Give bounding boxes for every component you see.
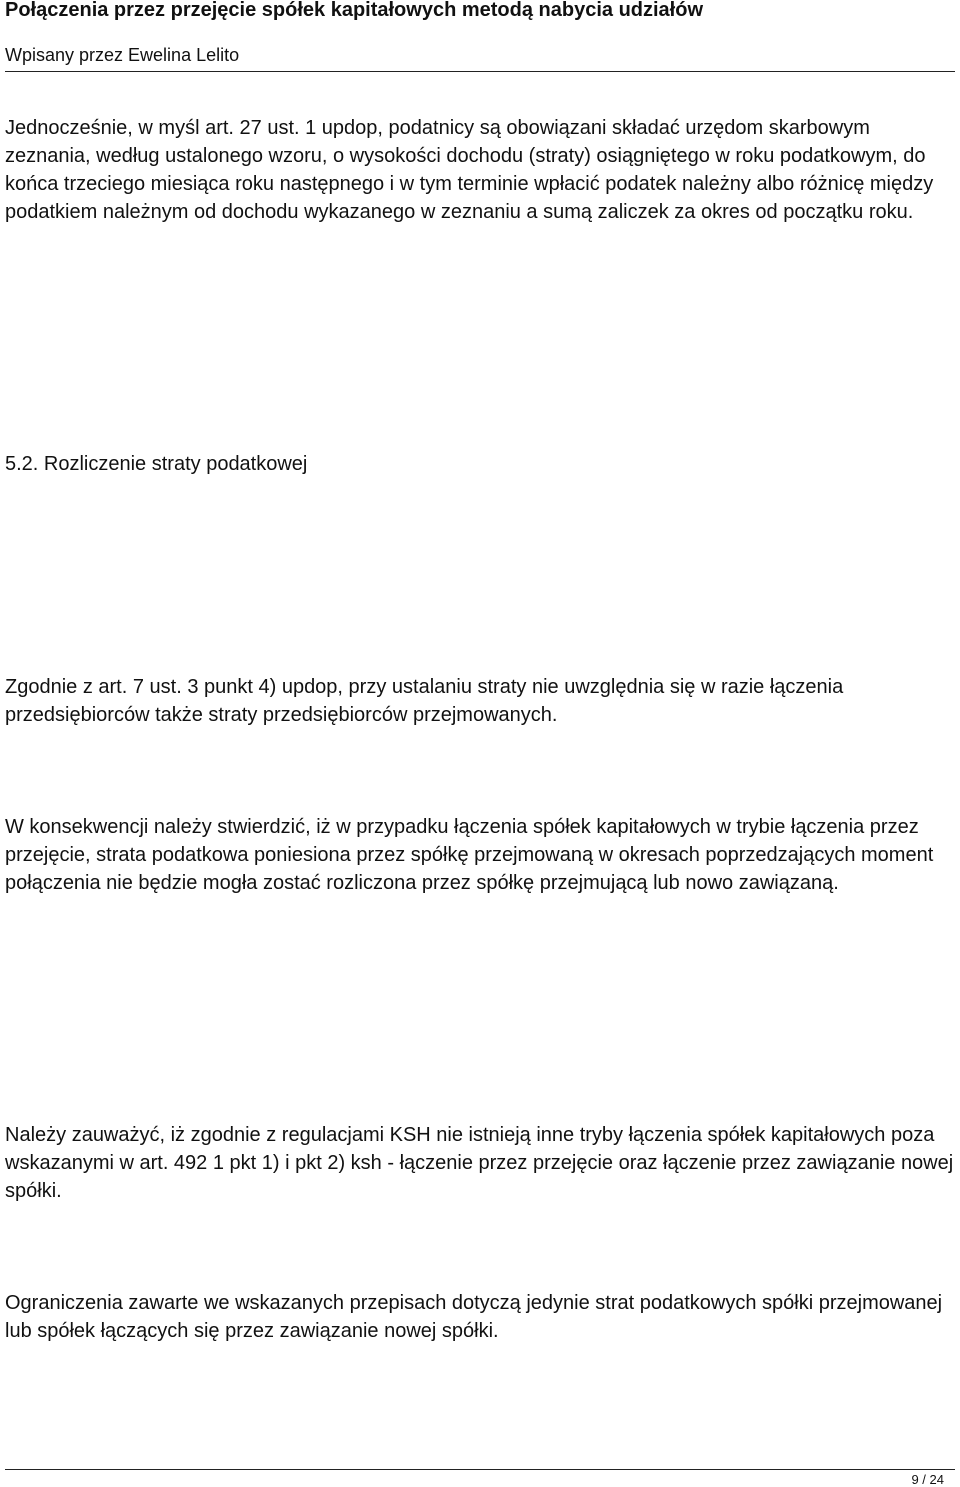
page-number: 9 / 24 [911, 1472, 944, 1487]
paragraph-consequence: W konsekwencji należy stwierdzić, iż w przypadku łączenia spółek kapitałowych w trybie łączenia przez przejęcie, strata podatkowa poniesiona przez spółkę przejmowaną w okresach poprzedzających moment połączenia nie będzie mogła zostać rozliczona przez spółkę przejmującą lub nowo zawiązaną. [5, 816, 934, 894]
header-divider [5, 71, 955, 72]
paragraph-limitations: Ograniczenia zawarte we wskazanych przepisach dotyczą jedynie strat podatkowych spółki przejmowanej lub spółek łączących się przez zawiązanie nowej spółki. [5, 1292, 943, 1342]
paragraph-tax-return: Jednocześnie, w myśl art. 27 ust. 1 updop, podatnicy są obowiązani składać urzędom skarbowym zeznania, według ustalonego wzoru, o wysokości dochodu (straty) osiągniętego w roku podatkowym, do końca trzeciego miesiąca roku następnego i w tym terminie wpłacić podatek należny albo różnicę między podatkiem należnym od dochodu wykazanego w zeznaniu a sumą zaliczek za okres od początku roku. [5, 117, 934, 223]
paragraph-ksh-modes: Należy zauważyć, iż zgodnie z regulacjami KSH nie istnieją inne tryby łączenia spółek kapitałowych poza wskazanymi w art. 492 1 pkt 1) i pkt 2) ksh - łączenie przez przejęcie oraz łączenie przez zawiązanie nowej spółki. [5, 1124, 954, 1202]
paragraph-loss-rule: Zgodnie z art. 7 ust. 3 punkt 4) updop, przy ustalaniu straty nie uwzględnia się w razie łączenia przedsiębiorców także straty przedsiębiorców przejmowanych. [5, 676, 844, 726]
author-line: Wpisany przez Ewelina Lelito [5, 45, 240, 65]
section-heading: 5.2. Rozliczenie straty podatkowej [5, 453, 308, 475]
footer-divider [5, 1469, 955, 1470]
document-title: Połączenia przez przejęcie spółek kapitałowych metodą nabycia udziałów [5, 0, 704, 21]
